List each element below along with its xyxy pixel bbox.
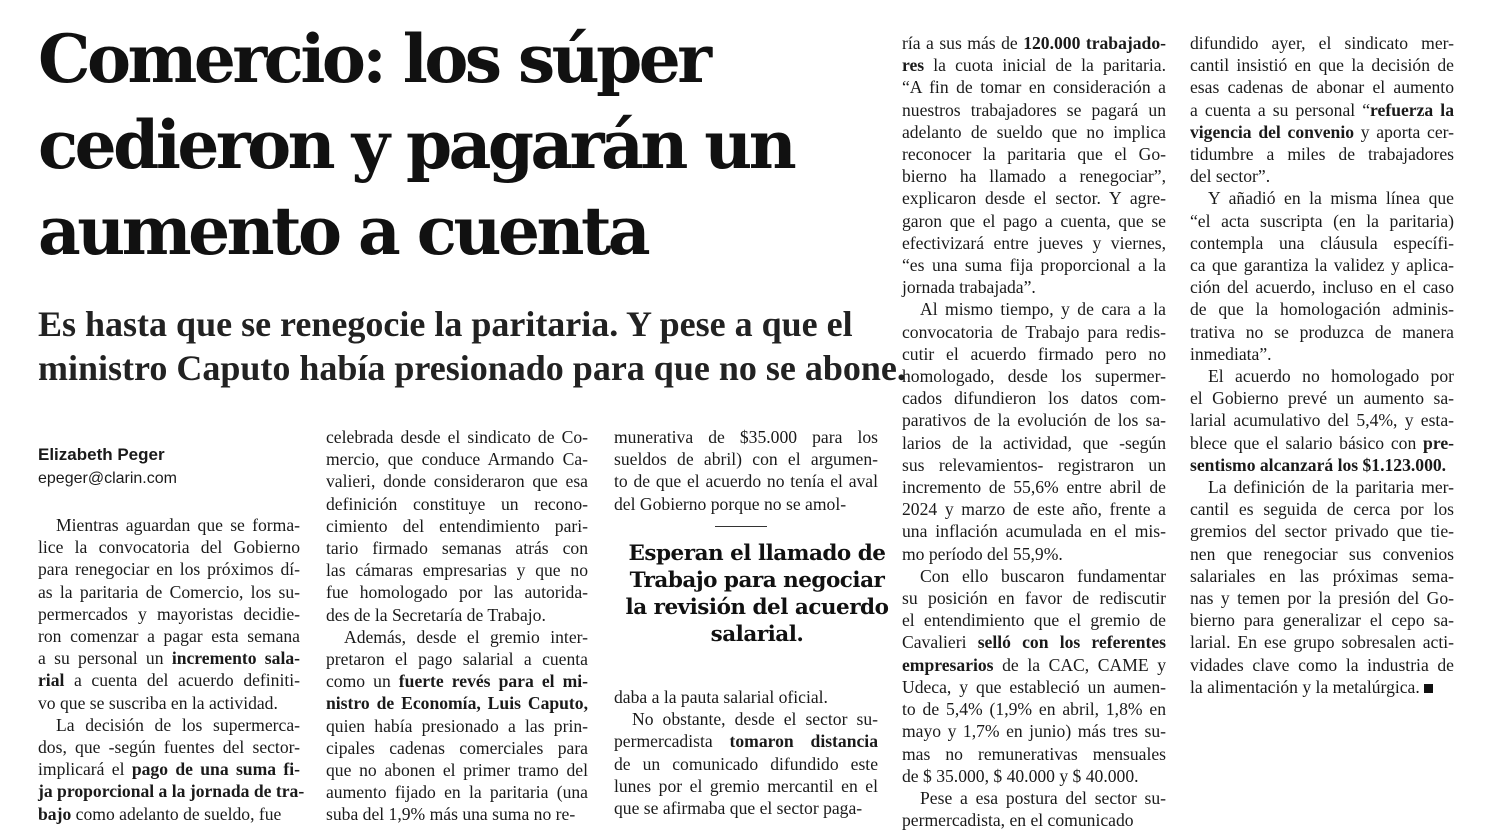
pull-quote-rule bbox=[715, 526, 767, 527]
bold-text: fuerte revés para el mi- bbox=[398, 671, 588, 692]
text-line: nuestros trabajadores se pagará un bbox=[902, 99, 1166, 120]
text-line: tidumbre a miles de trabajadores bbox=[1190, 144, 1454, 165]
text-line: lunes por el gremio mercantil en el bbox=[614, 775, 878, 796]
text-line bbox=[38, 780, 305, 802]
text-line: “A fin de tomar en consideración a bbox=[902, 77, 1166, 98]
text-line: sueldos de abril) con el argumen- bbox=[614, 449, 878, 470]
text-line: Udeca, y que estableció un aumen- bbox=[902, 676, 1166, 697]
author-email[interactable]: epeger@clarin.com bbox=[38, 470, 177, 487]
text-line: dos, que -según fuentes del sector- bbox=[38, 737, 300, 758]
text-line: mas no remunerativas mensuales bbox=[902, 743, 1166, 764]
text-line: larial. En ese grupo sobresalen acti- bbox=[1190, 632, 1454, 653]
text-line: Con ello buscaron fundamentar bbox=[920, 565, 1166, 586]
pull-quote-line: salarial. bbox=[710, 622, 804, 647]
text-line: bajo como adelanto de sueldo, fue bbox=[38, 803, 282, 824]
headline-line: aumento a cuenta bbox=[38, 192, 648, 270]
subheadline-line: Es hasta que se renegocie la paritaria. Y pese a que el bbox=[38, 304, 853, 344]
text-line: No obstante, desde el sector su- bbox=[632, 709, 878, 730]
text-line: a cuenta a su personal “refuerza la bbox=[1190, 99, 1454, 120]
text-line: permercados y mayoristas decidie- bbox=[38, 603, 300, 624]
bold-text: rial bbox=[38, 670, 65, 691]
text-line: blece que el salario básico con pre- bbox=[1190, 432, 1454, 453]
text-line: salariales en las próximas sema- bbox=[1190, 565, 1454, 586]
text-line: rial a cuenta del acuerdo definiti- bbox=[38, 670, 300, 691]
text-line: convocatoria de Trabajo para redis- bbox=[902, 321, 1166, 342]
text-line: Además, desde el gremio inter- bbox=[344, 626, 588, 647]
bold-text: tomaron distancia bbox=[729, 731, 878, 752]
text-line: munerativa de $35.000 para los bbox=[614, 427, 878, 447]
subheadline-line: ministro Caputo había presionado para que no se abone. bbox=[38, 348, 906, 388]
text-line: que se afirmaba que el sector paga- bbox=[614, 798, 863, 819]
text-line: una inflación acumulada en el mis- bbox=[902, 521, 1166, 542]
text-line: to de 5,4% (1,9% en abril, 1,8% en bbox=[902, 699, 1166, 720]
text-line bbox=[1190, 454, 1454, 476]
text-line: lice la convocatoria del Gobierno bbox=[38, 537, 300, 558]
subheadline bbox=[38, 302, 906, 390]
text-line: cantil es seguida de cerca por los bbox=[1190, 499, 1454, 520]
text-line: las cámaras empresarias y que no bbox=[326, 560, 588, 581]
text-line: des de la Secretaría de Trabajo. bbox=[326, 604, 546, 625]
text-line: fue homologado por las autorida- bbox=[326, 582, 588, 603]
text-line: reconocer la paritaria que el Go- bbox=[902, 144, 1166, 165]
text-line: larial acumulativo del 5,4%, y esta- bbox=[1190, 410, 1454, 431]
text-line: que no abonen el primer tramo del bbox=[326, 760, 588, 781]
text-line: aumento fijado en la paritaria (una bbox=[326, 782, 588, 803]
text-line: Al mismo tiempo, y de cara a la bbox=[920, 299, 1166, 320]
text-line: implicará el pago de una suma fi- bbox=[38, 759, 300, 780]
text-line: de un comunicado difundido este bbox=[614, 753, 878, 774]
text-line: cutir el acuerdo firmado pero no bbox=[902, 343, 1166, 364]
text-line: suba del 1,9% más una suma no re- bbox=[326, 804, 576, 825]
text-line: explicaron desde el sector. Y agre- bbox=[902, 188, 1166, 209]
text-line: Cavalieri selló con los referentes bbox=[902, 632, 1166, 653]
text-line: como un fuerte revés para el mi- bbox=[326, 671, 588, 692]
text-line: as la paritaria de Comercio, los su- bbox=[38, 581, 300, 602]
text-line: bierno ha llamado a renegociar”, bbox=[902, 166, 1166, 187]
text-line: vo que se suscriba en la actividad. bbox=[38, 692, 278, 713]
headline-line: cedieron y pagarán un bbox=[38, 106, 794, 184]
text-line: el Gobierno prevé un aumento sa- bbox=[1190, 388, 1454, 409]
bold-text: incremento sala- bbox=[171, 648, 300, 669]
text-line: mercio, que conduce Armando Ca- bbox=[326, 449, 588, 470]
body-column-4 bbox=[902, 32, 1166, 831]
text-line: Pese a esa postura del sector su- bbox=[920, 787, 1166, 808]
bold-text: nistro de Economía, Luis Caputo, bbox=[326, 693, 588, 714]
text-line: vigencia del convenio y aporta cer- bbox=[1190, 121, 1454, 142]
bold-text: refuerza la bbox=[1370, 99, 1454, 120]
body-column-5 bbox=[1190, 32, 1454, 698]
text-line: adelanto de sueldo que no implica bbox=[902, 121, 1166, 142]
text-line: Y añadió en la misma línea que bbox=[1208, 188, 1454, 209]
author-name: Elizabeth Peger bbox=[38, 445, 165, 464]
text-line: del Gobierno porque no se amol- bbox=[614, 493, 847, 514]
text-line: trativa no se produzca de manera bbox=[1190, 321, 1454, 342]
body-column-1 bbox=[38, 514, 305, 825]
headline-line: Comercio: los súper bbox=[38, 20, 709, 98]
text-line: incremento de 55,6% entre abril de bbox=[902, 477, 1166, 498]
text-line: cimiento del entendimiento pari- bbox=[326, 515, 588, 536]
text-line: quien había presionado a las prin- bbox=[326, 715, 588, 736]
bold-text: empresarios bbox=[902, 654, 994, 675]
text-line: homologado, desde los supermer- bbox=[902, 366, 1166, 387]
pull-quote-line: Esperan el llamado de bbox=[628, 541, 886, 566]
text-line: valieri, donde consideraron que esa bbox=[326, 471, 588, 492]
bold-text: sentismo alcanzará los $1.123.000. bbox=[1190, 454, 1447, 475]
text-line: La decisión de los supermerca- bbox=[56, 714, 300, 735]
text-line: gremios del sector privado que tie- bbox=[1190, 521, 1454, 542]
text-line: El acuerdo no homologado por bbox=[1208, 366, 1454, 387]
text-line: del sector”. bbox=[1190, 166, 1271, 187]
text-line: inmediata”. bbox=[1190, 343, 1272, 364]
text-line: La definición de la paritaria mer- bbox=[1208, 477, 1454, 498]
text-line: ron comenzar a pagar esta semana bbox=[38, 626, 300, 647]
text-line: bierno para generalizar el cepo sa- bbox=[1190, 610, 1454, 631]
headline bbox=[38, 16, 888, 274]
text-line: cantil insistió en que la decisión de bbox=[1190, 55, 1454, 76]
text-line: 2024 y marzo de este año, frente a bbox=[902, 499, 1166, 520]
text-line: parativos de la evolución de los sa- bbox=[902, 410, 1166, 431]
text-line: “el acta suscripta (en la paritaria) bbox=[1190, 210, 1454, 231]
text-line: ca que garantiza la validez y aplica- bbox=[1190, 255, 1454, 276]
pull-quote-line: Trabajo para negociar bbox=[629, 568, 885, 593]
text-line: garon que el pago a cuenta, que se bbox=[902, 210, 1166, 231]
body-column-2 bbox=[326, 426, 588, 826]
bold-text: pago de una suma fi- bbox=[131, 759, 300, 780]
text-line: larios de la actividad, que -según bbox=[902, 432, 1166, 453]
text-line: para renegociar en los próximos dí- bbox=[38, 559, 300, 580]
text-line: permercadista, en el comunicado bbox=[902, 810, 1134, 831]
text-line: nen que renegociar sus convenios bbox=[1190, 543, 1454, 564]
text-line: res la cuota inicial de la paritaria. bbox=[902, 55, 1166, 76]
text-line: esas cadenas de abonar el aumento bbox=[1190, 77, 1454, 98]
end-of-article-mark bbox=[1424, 684, 1433, 693]
text-line: mo período del 55,9%. bbox=[902, 543, 1063, 564]
pull-quote-line: la revisión del acuerdo bbox=[625, 595, 889, 620]
bold-text: bajo bbox=[38, 803, 72, 824]
text-line: jornada trabajada”. bbox=[902, 277, 1036, 298]
text-line: Mientras aguardan que se forma- bbox=[56, 515, 300, 535]
text-line: pretaron el pago salarial a cuenta bbox=[326, 649, 588, 670]
bold-text: res bbox=[902, 55, 925, 76]
text-line: tario firmado semanas atrás con bbox=[326, 538, 588, 559]
text-line: celebrada desde el sindicato de Co- bbox=[326, 427, 588, 447]
text-line: de que la homologación adminis- bbox=[1190, 299, 1454, 320]
text-line: contempla una cláusula específi- bbox=[1190, 232, 1454, 253]
text-line: sus relevamientos- registraron un bbox=[902, 454, 1166, 475]
text-line: ría a sus más de 120.000 trabajado- bbox=[902, 33, 1166, 53]
text-line: la alimentación y la metalúrgica. bbox=[1190, 676, 1454, 698]
text-line: a su personal un incremento sala- bbox=[38, 648, 300, 669]
text-line: permercadista tomaron distancia bbox=[614, 731, 878, 752]
text-line: ción del acuerdo, incluso en el caso bbox=[1190, 277, 1454, 298]
bold-text: pre- bbox=[1423, 432, 1454, 453]
text-line: su posición en favor de rediscutir bbox=[902, 588, 1166, 609]
text-line: mayo y 1,7% en junio) más tres su- bbox=[902, 721, 1166, 742]
text-line: el entendimiento que el gremio de bbox=[902, 610, 1166, 631]
text-line: difundido ayer, el sindicato mer- bbox=[1190, 33, 1454, 53]
bold-text: 120.000 trabajado- bbox=[1023, 33, 1166, 53]
body-column-3-top bbox=[614, 426, 878, 515]
text-line: empresarios de la CAC, CAME y bbox=[902, 654, 1166, 675]
text-line: definición constituye un recono- bbox=[326, 493, 588, 514]
bold-text: vigencia del convenio bbox=[1190, 121, 1355, 142]
text-line bbox=[326, 692, 588, 714]
text-line: nas y temen por la presión del Go- bbox=[1190, 588, 1454, 609]
text-line: “es una suma fija proporcional a la bbox=[902, 255, 1166, 276]
text-line: de $ 35.000, $ 40.000 y $ 40.000. bbox=[902, 765, 1139, 786]
pull-quote bbox=[612, 540, 902, 648]
text-line: vidades clave como la industria de bbox=[1190, 654, 1454, 675]
body-column-3-bottom bbox=[614, 686, 878, 819]
bold-text: selló con los referentes bbox=[977, 632, 1166, 653]
text-line: cipales cadenas comerciales para bbox=[326, 737, 588, 758]
text-line: cados difundieron los datos com- bbox=[902, 388, 1166, 409]
text-line: to de que el acuerdo no tenía el aval bbox=[614, 471, 878, 492]
bold-text: ja proporcional a la jornada de tra- bbox=[38, 781, 305, 802]
text-line: efectivizará entre jueves y viernes, bbox=[902, 232, 1166, 253]
text-line: daba a la pauta salarial oficial. bbox=[614, 687, 828, 707]
